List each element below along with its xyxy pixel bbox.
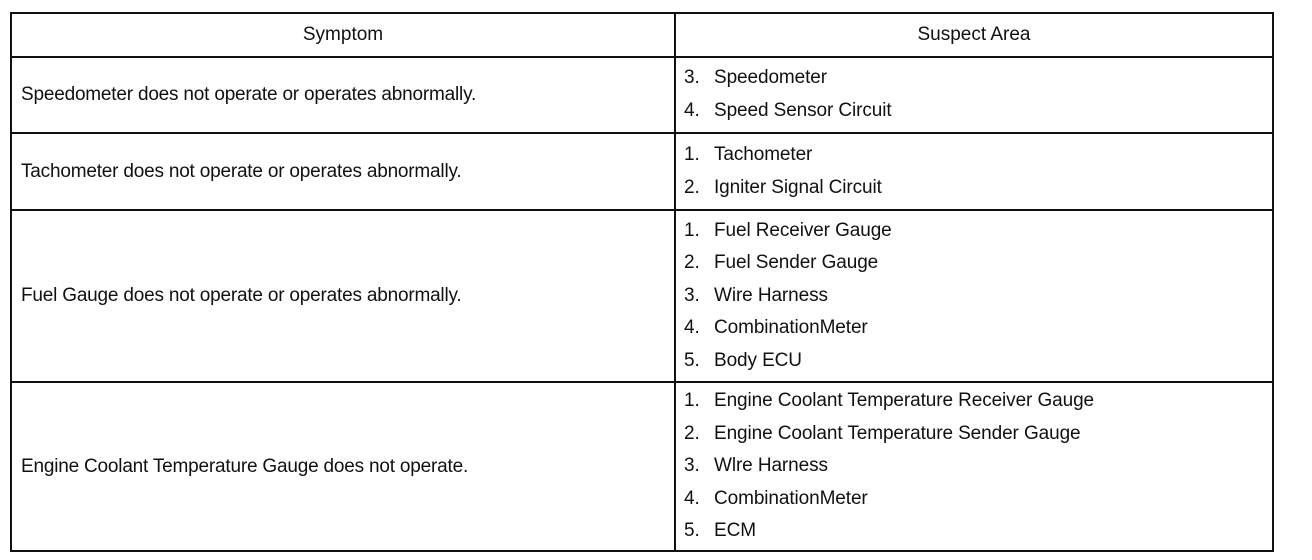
table-row [12, 132, 1272, 209]
item-number: 2. [684, 422, 700, 444]
symptom-cell: Fuel Gauge does not operate or operates abnormally. [21, 285, 462, 306]
item-text: Fuel Receiver Gauge [714, 219, 892, 241]
item-text: Engine Coolant Temperature Sender Gauge [714, 422, 1081, 444]
suspect-area-item [684, 418, 1094, 451]
table-row [12, 56, 1272, 132]
suspect-area-item [684, 312, 892, 345]
item-number: 2. [684, 252, 700, 274]
item-number: 2. [684, 176, 700, 198]
item-number: 1. [684, 143, 700, 165]
suspect-area-item [684, 483, 1094, 516]
suspect-area-item [684, 215, 892, 248]
symptom-table [10, 12, 1274, 552]
item-text: CombinationMeter [714, 317, 868, 339]
header-row [12, 14, 1272, 56]
suspect-area-item [684, 450, 1094, 483]
item-text: Wire Harness [714, 284, 828, 306]
suspect-area-cell [684, 383, 1094, 550]
suspect-area-cell [684, 58, 892, 132]
item-text: Tachometer [714, 143, 813, 165]
suspect-area-item [684, 139, 882, 172]
table-row [12, 209, 1272, 381]
suspect-area-item [684, 172, 882, 205]
table-row [12, 381, 1272, 550]
item-text: Fuel Sender Gauge [714, 252, 879, 274]
suspect-area-item [684, 515, 1094, 548]
item-number: 4. [684, 100, 700, 121]
item-number: 3. [684, 284, 700, 306]
item-number: 5. [684, 349, 700, 371]
item-number: 3. [684, 67, 700, 89]
item-number: 1. [684, 390, 700, 412]
suspect-area-item [684, 280, 892, 313]
item-text: Body ECU [714, 349, 802, 371]
suspect-area-item [684, 62, 892, 95]
suspect-area-item [684, 345, 892, 378]
symptom-cell: Speedometer does not operate or operates abnormally. [21, 84, 477, 105]
suspect-area-cell [684, 211, 892, 381]
item-text: CombinationMeter [714, 487, 868, 509]
header-suspect-area: Suspect Area [917, 24, 1031, 45]
suspect-area-cell [684, 134, 882, 209]
item-text: Wlre Harness [714, 455, 828, 477]
item-text: Speedometer [714, 67, 827, 89]
suspect-area-item [684, 95, 892, 128]
item-number: 4. [684, 487, 700, 509]
suspect-area-item [684, 247, 892, 280]
item-text: Engine Coolant Temperature Receiver Gauge [714, 390, 1095, 412]
item-number: 1. [684, 219, 700, 241]
symptom-cell: Tachometer does not operate or operates abnormally. [21, 160, 462, 182]
item-text: Igniter Signal Circuit [714, 176, 882, 198]
item-number: 5. [684, 520, 700, 542]
item-text: ECM [714, 520, 756, 542]
item-number: 4. [684, 317, 700, 339]
item-text: Speed Sensor Circuit [714, 100, 892, 121]
item-number: 3. [684, 455, 700, 477]
header-symptom: Symptom [302, 24, 384, 45]
suspect-area-item [684, 385, 1094, 418]
symptom-cell: Engine Coolant Temperature Gauge does not operate. [21, 455, 469, 477]
